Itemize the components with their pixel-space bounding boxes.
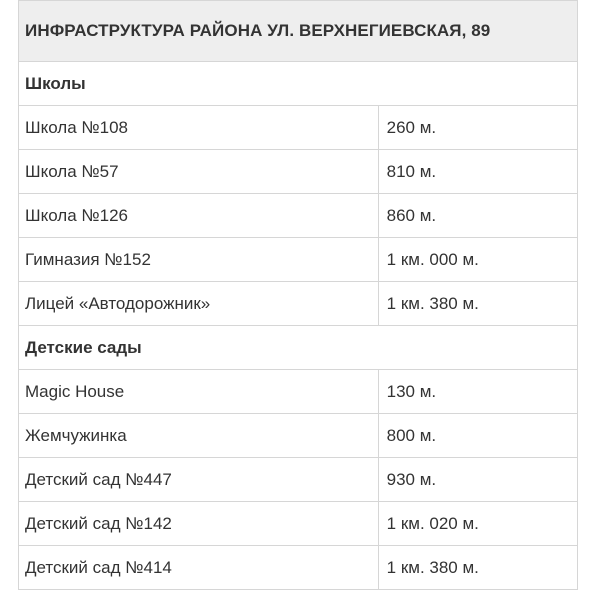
table-row <box>19 458 578 502</box>
table-row <box>19 546 578 590</box>
section-header-schools <box>19 62 578 106</box>
table-row <box>19 194 578 238</box>
facility-distance: 1 км. 000 м. <box>378 238 577 282</box>
facility-distance: 1 км. 380 м. <box>378 282 577 326</box>
section-header-kindergartens <box>19 326 578 370</box>
facility-distance: 930 м. <box>378 458 577 502</box>
facility-distance: 130 м. <box>378 370 577 414</box>
table-row <box>19 414 578 458</box>
table-title: ИНФРАСТРУКТУРА РАЙОНА УЛ. ВЕРХНЕГИЕВСКАЯ, 89 <box>19 1 578 62</box>
facility-name: Жемчужинка <box>19 414 379 458</box>
facility-name: Школа №57 <box>19 150 379 194</box>
infrastructure-table <box>18 0 578 590</box>
facility-name: Детский сад №142 <box>19 502 379 546</box>
facility-name: Гимназия №152 <box>19 238 379 282</box>
facility-distance: 260 м. <box>378 106 577 150</box>
facility-name: Школа №126 <box>19 194 379 238</box>
facility-name: Школа №108 <box>19 106 379 150</box>
facility-distance: 1 км. 020 м. <box>378 502 577 546</box>
facility-name: Magic House <box>19 370 379 414</box>
table-row <box>19 150 578 194</box>
table-row <box>19 502 578 546</box>
table-row <box>19 106 578 150</box>
section-heading: Детские сады <box>19 326 578 370</box>
table-row <box>19 282 578 326</box>
section-heading: Школы <box>19 62 578 106</box>
table-title-row <box>19 1 578 62</box>
facility-name: Детский сад №414 <box>19 546 379 590</box>
table-row <box>19 370 578 414</box>
facility-distance: 860 м. <box>378 194 577 238</box>
facility-distance: 810 м. <box>378 150 577 194</box>
infrastructure-table-container <box>18 0 578 590</box>
facility-name: Детский сад №447 <box>19 458 379 502</box>
facility-distance: 1 км. 380 м. <box>378 546 577 590</box>
facility-distance: 800 м. <box>378 414 577 458</box>
table-row <box>19 238 578 282</box>
facility-name: Лицей «Автодорожник» <box>19 282 379 326</box>
